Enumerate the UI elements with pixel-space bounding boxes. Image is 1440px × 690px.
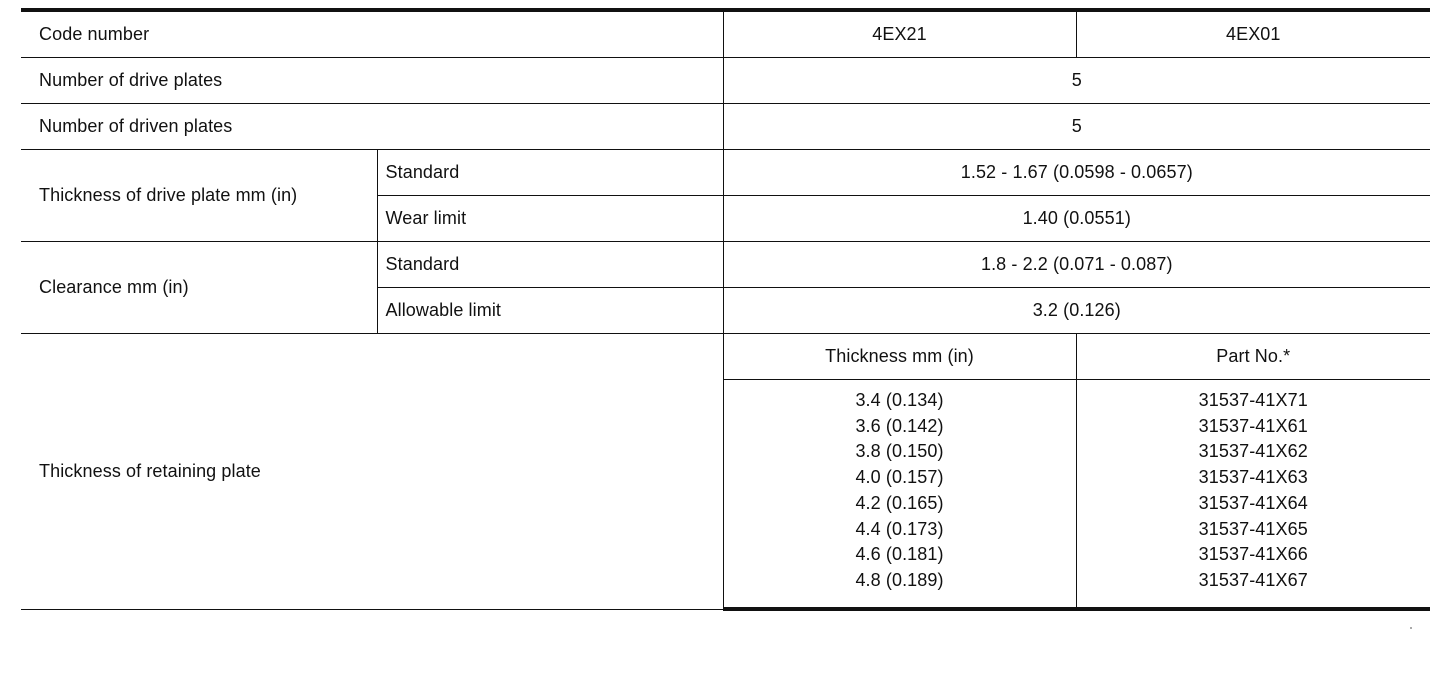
row-code-number	[21, 10, 1430, 58]
clearance-standard-label: Standard	[377, 242, 723, 288]
row-clearance-standard	[21, 242, 1430, 288]
retaining-thickness-item: 4.6 (0.181)	[855, 544, 944, 565]
drive-thickness-standard-value: 1.52 - 1.67 (0.0598 - 0.0657)	[723, 150, 1430, 196]
clearance-standard-value: 1.8 - 2.2 (0.071 - 0.087)	[723, 242, 1430, 288]
retaining-thickness-item: 4.0 (0.157)	[855, 467, 944, 488]
retaining-plate-label: Thickness of retaining plate	[21, 334, 723, 610]
retaining-thickness-item: 4.2 (0.165)	[855, 492, 944, 513]
driven-plates-value: 5	[723, 104, 1430, 150]
code-4ex01: 4EX01	[1076, 10, 1430, 58]
clearance-limit-value: 3.2 (0.126)	[723, 288, 1430, 334]
row-retaining-header	[21, 334, 1430, 380]
row-drive-plates	[21, 58, 1430, 104]
part-number-header: Part No.*	[1076, 334, 1430, 380]
retaining-thickness-item: 4.8 (0.189)	[855, 569, 944, 590]
code-4ex21: 4EX21	[723, 10, 1076, 58]
retaining-part-item: 31537-41X62	[1198, 441, 1308, 462]
clearance-limit-label: Allowable limit	[377, 288, 723, 334]
retaining-part-item: 31537-41X64	[1198, 492, 1308, 513]
clearance-label: Clearance mm (in)	[21, 242, 377, 334]
drive-thickness-label: Thickness of drive plate mm (in)	[21, 150, 377, 242]
scan-speck	[1410, 627, 1412, 629]
code-number-label: Code number	[21, 10, 723, 58]
retaining-part-item: 31537-41X71	[1198, 390, 1308, 410]
retaining-part-item: 31537-41X66	[1198, 544, 1308, 565]
thickness-header: Thickness mm (in)	[723, 334, 1076, 380]
drive-thickness-standard-label: Standard	[377, 150, 723, 196]
retaining-part-list	[1076, 380, 1430, 610]
drive-plates-value: 5	[723, 58, 1430, 104]
retaining-part-item: 31537-41X63	[1198, 467, 1308, 488]
retaining-thickness-item: 4.4 (0.173)	[855, 518, 944, 539]
row-driven-plates	[21, 104, 1430, 150]
row-drive-thickness-standard	[21, 150, 1430, 196]
retaining-part-item: 31537-41X67	[1198, 569, 1308, 590]
specification-table	[21, 8, 1430, 611]
drive-thickness-wear-value: 1.40 (0.0551)	[723, 196, 1430, 242]
retaining-thickness-item: 3.8 (0.150)	[855, 441, 944, 462]
retaining-part-item: 31537-41X65	[1198, 518, 1308, 539]
drive-plates-label: Number of drive plates	[21, 58, 723, 104]
retaining-thickness-item: 3.6 (0.142)	[855, 415, 944, 436]
retaining-thickness-item: 3.4 (0.134)	[855, 390, 944, 410]
drive-thickness-wear-label: Wear limit	[377, 196, 723, 242]
retaining-part-item: 31537-41X61	[1198, 415, 1308, 436]
driven-plates-label: Number of driven plates	[21, 104, 723, 150]
retaining-thickness-list	[723, 380, 1076, 610]
